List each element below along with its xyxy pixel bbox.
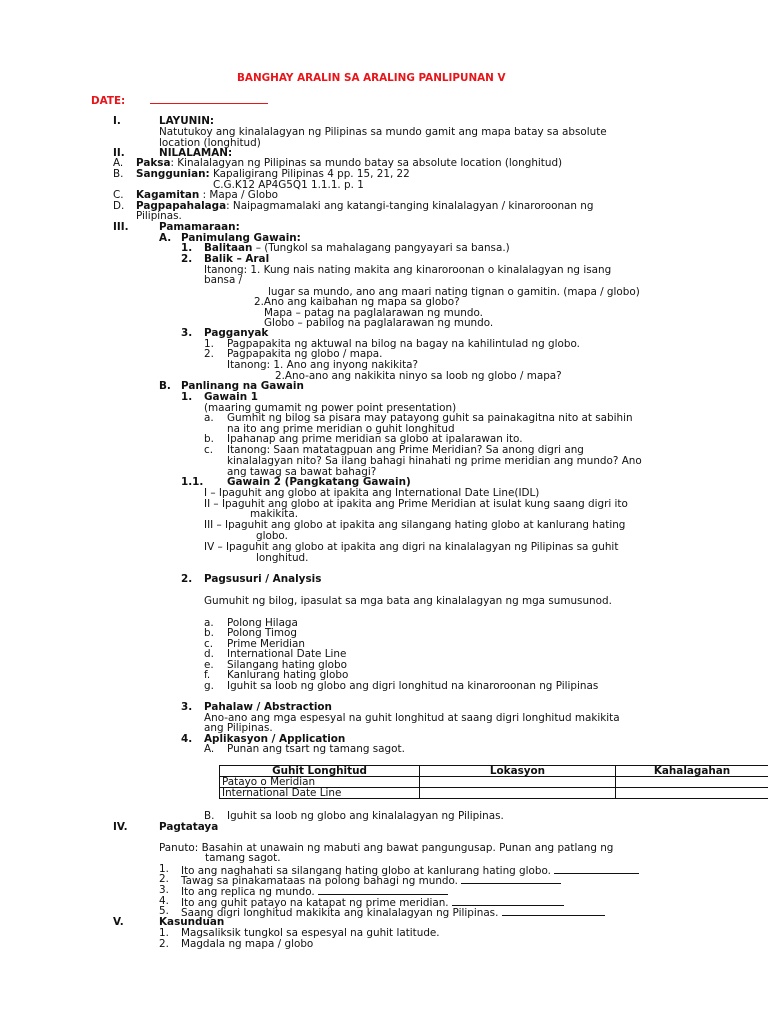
section-number: IV.: [113, 821, 128, 833]
list-marker: B.: [204, 810, 215, 822]
list-marker: D.: [113, 200, 125, 212]
aplikasyon-title: Aplikasyon / Application: [204, 733, 346, 745]
panuto-text: tamang sagot.: [205, 852, 281, 864]
answer-blank[interactable]: [452, 896, 564, 906]
balik-aral-line: lugar sa mundo, ano ang maari nating tignan o gamitin. (mapa / globo): [268, 286, 640, 298]
date-blank: [150, 103, 268, 104]
column-header: Lokasyon: [420, 766, 616, 777]
section-title-nilalaman: NILALAMAN:: [159, 147, 233, 159]
column-header: Kahalagahan: [616, 766, 768, 777]
list-marker: 1.: [204, 338, 214, 350]
item-text: – (Tungkol sa mahalagang pangyayari sa bansa.): [252, 242, 510, 254]
section-number: III.: [113, 221, 129, 233]
panimulang-gawain-title: Panimulang Gawain:: [181, 232, 301, 244]
pahalaw-text: Ano-ano ang mga espesyal na guhit longhitud at saang digri longhitud makikita: [204, 712, 620, 724]
list-marker: IV –: [204, 541, 226, 553]
item-label: Pagpapahalaga: [136, 200, 227, 212]
list-marker: a.: [204, 412, 214, 424]
item-label: Paksa: [136, 157, 171, 169]
balik-aral-title: Balik – Aral: [204, 253, 270, 265]
list-marker: 4.: [181, 733, 193, 745]
pahalaw-title: Pahalaw / Abstraction: [204, 701, 332, 713]
pagsusuri-item: Silangang hating globo: [227, 659, 347, 671]
list-marker: 3.: [181, 701, 193, 713]
list-marker: C.: [113, 189, 124, 201]
item-text: Saang digri longhitud makikita ang kinalalagyan ng Pilipinas.: [181, 907, 499, 919]
list-marker: II –: [204, 498, 222, 510]
answer-blank[interactable]: [461, 874, 561, 884]
list-marker: 2.: [159, 873, 169, 885]
table-cell: [420, 788, 616, 799]
list-marker: 1.: [181, 242, 193, 254]
gawain1-item: Ipahanap ang prime meridian sa globo at ipalarawan ito.: [227, 433, 523, 445]
section-title-pamamaraan: Pamamaraan:: [159, 221, 240, 233]
table-row: [220, 777, 768, 788]
pagsusuri-item: International Date Line: [227, 648, 347, 660]
date-label: DATE:: [91, 95, 126, 107]
balik-aral-line: Globo – pabilog na paglalarawan ng mundo.: [264, 317, 494, 329]
aplikasyon-instruction: Punan ang tsart ng tamang sagot.: [227, 743, 405, 755]
list-marker: I –: [204, 487, 219, 499]
balik-aral-line: Mapa – patag na paglalarawan ng mundo.: [264, 307, 483, 319]
section-title-kasunduan: Kasunduan: [159, 916, 225, 928]
balik-aral-line: Itanong: 1. Kung nais nating makita ang kinaroroonan o kinalalagyan ng isang: [204, 264, 612, 276]
item-text: Ipaguhit ang globo at ipakita ang digri na kinalalagyan ng Pilipinas sa guhit: [225, 541, 619, 553]
table-row: [220, 788, 768, 799]
gawain1-item: kinalalagyan nito? Sa ilang bahagi hinahati ng prime meridian ang mundo? Ano: [227, 455, 642, 467]
pagsusuri-title: Pagsusuri / Analysis: [204, 573, 322, 585]
gawain2-title: Gawain 2 (Pangkatang Gawain): [227, 476, 411, 488]
list-marker: 2.: [181, 253, 193, 265]
list-marker: 1.: [159, 863, 169, 875]
list-marker: f.: [204, 669, 211, 681]
list-marker: 1.: [181, 391, 193, 403]
item-text: Ipaguhit ang globo at ipakita ang International Date Line(IDL): [218, 487, 540, 499]
pagsusuri-item: Polong Hilaga: [227, 617, 298, 629]
gawain2-item-cont: longhitud.: [256, 552, 309, 564]
pagsusuri-item: Prime Meridian: [227, 638, 306, 650]
column-header: Guhit Longhitud: [220, 766, 420, 777]
page-title: BANGHAY ARALIN SA ARALING PANLIPUNAN V: [237, 72, 506, 84]
pagsusuri-intro: Gumuhit ng bilog, ipasulat sa mga bata ang kinalalagyan ng mga sumusunod.: [204, 595, 612, 607]
item-text: Ipaguhit ang globo at ipakita ang Prime Meridian at isulat kung saang digri ito: [221, 498, 628, 510]
list-marker: 1.: [159, 927, 169, 939]
list-marker: 2.: [181, 573, 193, 585]
item-text: Ito ang replica ng mundo.: [181, 886, 315, 898]
list-marker: 1.1.: [181, 476, 204, 488]
item-text: Tawag sa pinakamataas na polong bahagi ng mundo.: [181, 875, 458, 887]
gawain1-note: (maaring gumamit ng power point presentation): [204, 402, 457, 414]
item-text: Ito ang naghahati sa silangang hating globo at kanlurang hating globo.: [181, 865, 551, 877]
aplikasyon-instruction: Iguhit sa loob ng globo ang kinalalagyan ng Pilipinas.: [227, 810, 504, 822]
table-cell: [616, 777, 768, 788]
answer-blank[interactable]: [318, 885, 448, 895]
gawain2-item-cont: makikita.: [250, 508, 299, 520]
item-text: : Naipagmamalaki ang katangi-tanging kinalalagyan / kinaroroonan ng: [226, 200, 594, 212]
table-cell: Patayo o Meridian: [220, 777, 420, 788]
item-text: Kapaligirang Pilipinas 4 pp. 15, 21, 22: [209, 168, 410, 180]
answer-blank[interactable]: [554, 864, 639, 874]
pahalaw-text: ang Pilipinas.: [204, 722, 273, 734]
gawain1-title: Gawain 1: [204, 391, 258, 403]
item-label: Balitaan: [204, 242, 253, 254]
list-marker: e.: [204, 659, 214, 671]
list-marker: 2.: [204, 348, 214, 360]
section-title-layunin: LAYUNIN:: [159, 115, 215, 127]
list-marker: d.: [204, 648, 214, 660]
kasunduan-item: Magsaliksik tungkol sa espesyal na guhit latitude.: [181, 927, 440, 939]
list-marker: B.: [113, 168, 124, 180]
list-marker: 3.: [159, 884, 169, 896]
pagpapahalaga-cont: Pilipinas.: [136, 210, 182, 222]
list-marker: A.: [159, 232, 172, 244]
list-marker: b.: [204, 433, 214, 445]
list-marker: III –: [204, 519, 225, 531]
pagtataya-item: [181, 906, 605, 919]
section-number: II.: [113, 147, 125, 159]
item-label: Sanggunian:: [136, 168, 210, 180]
section-number: I.: [113, 115, 121, 127]
layunin-text: location (longhitud): [159, 137, 261, 149]
item-text: : Mapa / Globo: [199, 189, 279, 201]
pagganyak-item: Pagpapakita ng aktuwal na bilog na bagay na kahilintulad ng globo.: [227, 338, 580, 350]
layunin-text: Natutukoy ang kinalalagyan ng Pilipinas sa mundo gamit ang mapa batay sa absolute: [159, 126, 607, 138]
gawain2-item-cont: globo.: [256, 530, 288, 542]
list-marker: 3.: [181, 327, 193, 339]
panlinang-gawain-title: Panlinang na Gawain: [181, 380, 304, 392]
list-marker: 2.: [159, 938, 169, 950]
list-marker: 4.: [159, 895, 169, 907]
item-label: Kagamitan: [136, 189, 200, 201]
item-text: : Kinalalagyan ng Pilipinas sa mundo batay sa absolute location (longhitud): [170, 157, 563, 169]
section-title-pagtataya: Pagtataya: [159, 821, 219, 833]
gawain1-item: Gumhit ng bilog sa pisara may patayong guhit sa painakagitna nito at sabihin: [227, 412, 633, 424]
list-marker: g.: [204, 680, 214, 692]
panuto-text: Panuto: Basahin at unawain ng mabuti ang bawat pangungusap. Punan ang patlang ng: [159, 842, 614, 854]
kasunduan-item: Magdala ng mapa / globo: [181, 938, 314, 950]
pagganyak-item: Pagpapakita ng globo / mapa.: [227, 348, 383, 360]
list-marker: a.: [204, 617, 214, 629]
list-marker: A.: [113, 157, 124, 169]
balik-aral-line: 2.Ano ang kaibahan ng mapa sa globo?: [254, 296, 460, 308]
pagganyak-question: 2.Ano-ano ang nakikita ninyo sa loob ng globo / mapa?: [275, 370, 562, 382]
balik-aral-line: bansa /: [204, 274, 243, 286]
pagganyak-title: Pagganyak: [204, 327, 269, 339]
section-number: V.: [113, 916, 124, 928]
sanggunian-cont: C.G.K12 AP4G5Q1 1.1.1. p. 1: [213, 179, 364, 191]
table-cell: [420, 777, 616, 788]
list-marker: A.: [204, 743, 215, 755]
pagsusuri-item: Iguhit sa loob ng globo ang digri longhitud na kinaroroonan ng Pilipinas: [227, 680, 599, 692]
list-marker: c.: [204, 444, 214, 456]
table-cell: International Date Line: [220, 788, 420, 799]
item-text: Ipaguhit ang globo at ipakita ang silangang hating globo at kanlurang hating: [225, 519, 626, 531]
list-marker: B.: [159, 380, 171, 392]
table-header-row: [220, 766, 768, 777]
answer-blank[interactable]: [502, 906, 605, 916]
gawain1-item: na ito ang prime meridian o guhit longhitud: [227, 423, 455, 435]
pagganyak-question: Itanong: 1. Ano ang inyong nakikita?: [227, 359, 419, 371]
pagsusuri-item: Polong Timog: [227, 627, 297, 639]
list-marker: b.: [204, 627, 214, 639]
longhitud-table: [219, 765, 768, 799]
pagsusuri-item: Kanlurang hating globo: [227, 669, 349, 681]
table-cell: [616, 788, 768, 799]
gawain1-item: Itanong: Saan matatagpuan ang Prime Meridian? Sa anong digri ang: [227, 444, 584, 456]
nilalaman-pagpapahalaga: [136, 201, 593, 212]
item-text: Ito ang guhit patayo na katapat ng prime meridian.: [181, 897, 449, 909]
list-marker: 5.: [159, 905, 169, 917]
list-marker: c.: [204, 638, 214, 650]
gawain1-item: ang tawag sa bawat bahagi?: [227, 466, 377, 478]
